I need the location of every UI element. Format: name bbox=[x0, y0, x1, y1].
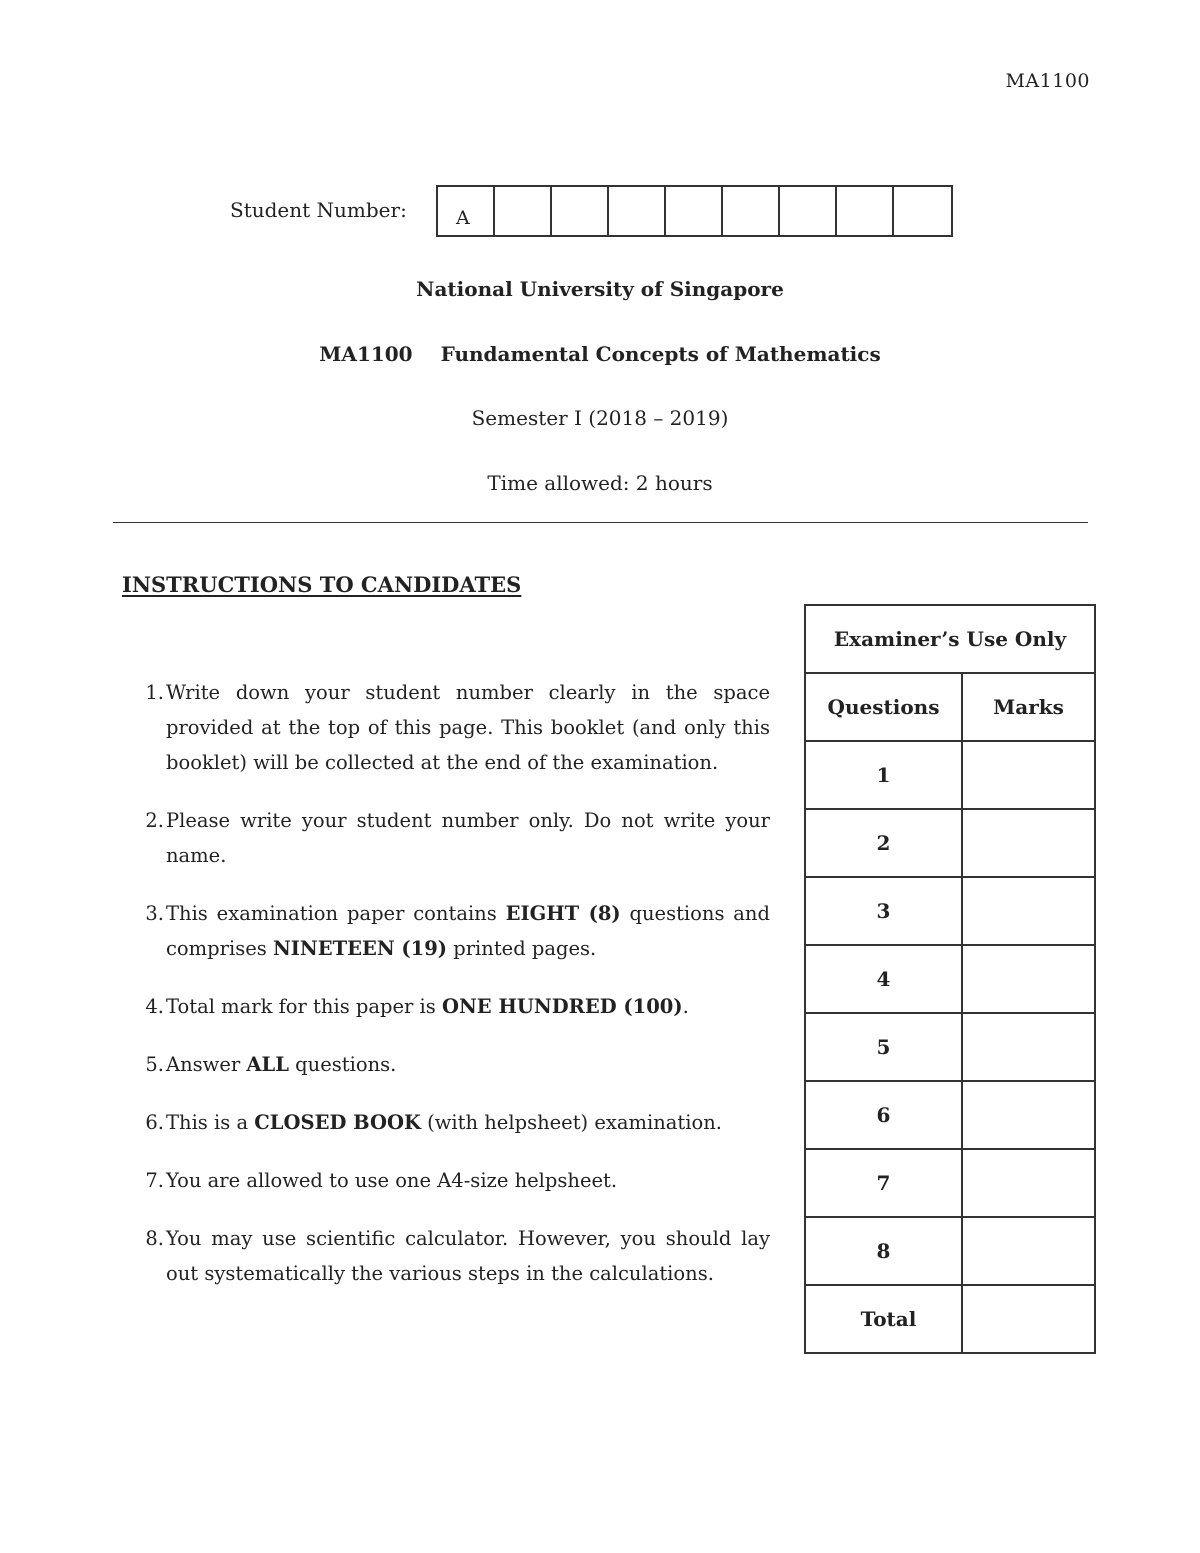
student-number-box[interactable] bbox=[894, 187, 951, 235]
student-number-box[interactable] bbox=[780, 187, 837, 235]
instruction-text-part: questions. bbox=[288, 1053, 397, 1076]
instruction-text-part: Answer bbox=[166, 1053, 247, 1076]
instruction-text-part: You may use scientific calculator. However, you should lay out systematically the various steps in the calculations. bbox=[166, 1227, 770, 1285]
student-number-box[interactable] bbox=[609, 187, 666, 235]
instruction-item bbox=[130, 1163, 770, 1198]
instruction-text bbox=[164, 989, 770, 1024]
examiner-table-row bbox=[805, 741, 1095, 809]
examiner-table bbox=[804, 604, 1096, 1354]
question-number: 7 bbox=[805, 1149, 962, 1217]
instruction-item bbox=[130, 989, 770, 1024]
questions-column-header: Questions bbox=[805, 673, 962, 741]
instruction-text bbox=[164, 803, 770, 873]
total-marks-cell[interactable] bbox=[962, 1285, 1095, 1353]
question-number: 4 bbox=[805, 945, 962, 1013]
question-number: 2 bbox=[805, 809, 962, 877]
instruction-number: 2. bbox=[145, 809, 164, 832]
instruction-text bbox=[164, 896, 770, 966]
instruction-text-part: Total mark for this paper is bbox=[166, 995, 442, 1018]
examiner-table-row bbox=[805, 1149, 1095, 1217]
instruction-text bbox=[164, 1221, 770, 1291]
instruction-text bbox=[164, 1047, 770, 1082]
instruction-text-part: This is a bbox=[166, 1111, 255, 1134]
examiner-table-row bbox=[805, 1081, 1095, 1149]
instruction-item bbox=[130, 1105, 770, 1140]
course-code: MA1100 bbox=[319, 342, 413, 366]
marks-cell[interactable] bbox=[962, 1217, 1095, 1285]
instruction-text bbox=[164, 1163, 770, 1198]
course-title bbox=[0, 342, 1200, 366]
question-number: 6 bbox=[805, 1081, 962, 1149]
instructions-list bbox=[130, 675, 770, 1314]
examiner-table-title: Examiner’s Use Only bbox=[805, 605, 1095, 673]
total-label: Total bbox=[805, 1285, 962, 1353]
question-number: 5 bbox=[805, 1013, 962, 1081]
student-number-box[interactable] bbox=[495, 187, 552, 235]
marks-cell[interactable] bbox=[962, 809, 1095, 877]
examiner-table-row bbox=[805, 809, 1095, 877]
instruction-emphasis: CLOSED BOOK bbox=[254, 1111, 421, 1134]
instruction-text bbox=[164, 675, 770, 780]
instruction-item bbox=[130, 896, 770, 966]
time-allowed: Time allowed: 2 hours bbox=[487, 471, 713, 495]
student-number-label: Student Number: bbox=[230, 198, 407, 222]
instruction-text-part: Please write your student number only. Do not write your name. bbox=[166, 809, 770, 867]
examiner-table-total-row bbox=[805, 1285, 1095, 1353]
instruction-item bbox=[130, 803, 770, 873]
examiner-table-row bbox=[805, 1013, 1095, 1081]
instruction-emphasis: ONE HUNDRED (100) bbox=[442, 995, 683, 1018]
student-number-box[interactable] bbox=[552, 187, 609, 235]
instruction-number: 6. bbox=[145, 1111, 164, 1134]
marks-cell[interactable] bbox=[962, 1081, 1095, 1149]
instruction-emphasis: NINETEEN (19) bbox=[272, 937, 448, 960]
instruction-emphasis: ALL bbox=[246, 1053, 289, 1076]
instruction-text-part: questions and comprises bbox=[166, 902, 770, 960]
instruction-text-part: printed pages. bbox=[447, 937, 597, 960]
instruction-text bbox=[164, 1105, 770, 1140]
instruction-text-part: (with helpsheet) examination. bbox=[420, 1111, 723, 1134]
examiner-table-row bbox=[805, 877, 1095, 945]
instruction-text-part: This examination paper contains bbox=[166, 902, 506, 925]
marks-cell[interactable] bbox=[962, 741, 1095, 809]
course-name: Fundamental Concepts of Mathematics bbox=[440, 342, 881, 366]
instructions-heading: INSTRUCTIONS TO CANDIDATES bbox=[122, 572, 522, 597]
divider bbox=[113, 522, 1088, 523]
question-number: 1 bbox=[805, 741, 962, 809]
instruction-number: 5. bbox=[145, 1053, 164, 1076]
semester: Semester I (2018 – 2019) bbox=[471, 406, 729, 430]
instruction-emphasis: EIGHT (8) bbox=[505, 902, 621, 925]
instruction-number: 8. bbox=[145, 1227, 164, 1250]
examiner-table-row bbox=[805, 1217, 1095, 1285]
student-number-boxes bbox=[436, 185, 953, 237]
marks-column-header: Marks bbox=[962, 673, 1095, 741]
student-number-box[interactable] bbox=[837, 187, 894, 235]
marks-cell[interactable] bbox=[962, 945, 1095, 1013]
question-number: 3 bbox=[805, 877, 962, 945]
header-course-code: MA1100 bbox=[1005, 70, 1090, 92]
instruction-text-part: . bbox=[682, 995, 689, 1018]
instruction-item bbox=[130, 1047, 770, 1082]
instruction-item bbox=[130, 675, 770, 780]
student-number-box[interactable] bbox=[723, 187, 780, 235]
question-number: 8 bbox=[805, 1217, 962, 1285]
instruction-number: 7. bbox=[145, 1169, 164, 1192]
marks-cell[interactable] bbox=[962, 1013, 1095, 1081]
student-number-box[interactable] bbox=[666, 187, 723, 235]
instruction-text-part: You are allowed to use one A4-size helpsheet. bbox=[166, 1169, 618, 1192]
instruction-text-part: Write down your student number clearly in the space provided at the top of this page. This booklet (and only this booklet) will be collected at the end of the examination. bbox=[166, 681, 770, 774]
student-number-box[interactable]: A bbox=[438, 187, 495, 235]
instruction-item bbox=[130, 1221, 770, 1291]
instruction-number: 4. bbox=[145, 995, 164, 1018]
marks-cell[interactable] bbox=[962, 877, 1095, 945]
instruction-number: 1. bbox=[145, 681, 164, 704]
examiner-table-row bbox=[805, 945, 1095, 1013]
institution-name: National University of Singapore bbox=[416, 277, 784, 301]
instruction-number: 3. bbox=[145, 902, 164, 925]
marks-cell[interactable] bbox=[962, 1149, 1095, 1217]
